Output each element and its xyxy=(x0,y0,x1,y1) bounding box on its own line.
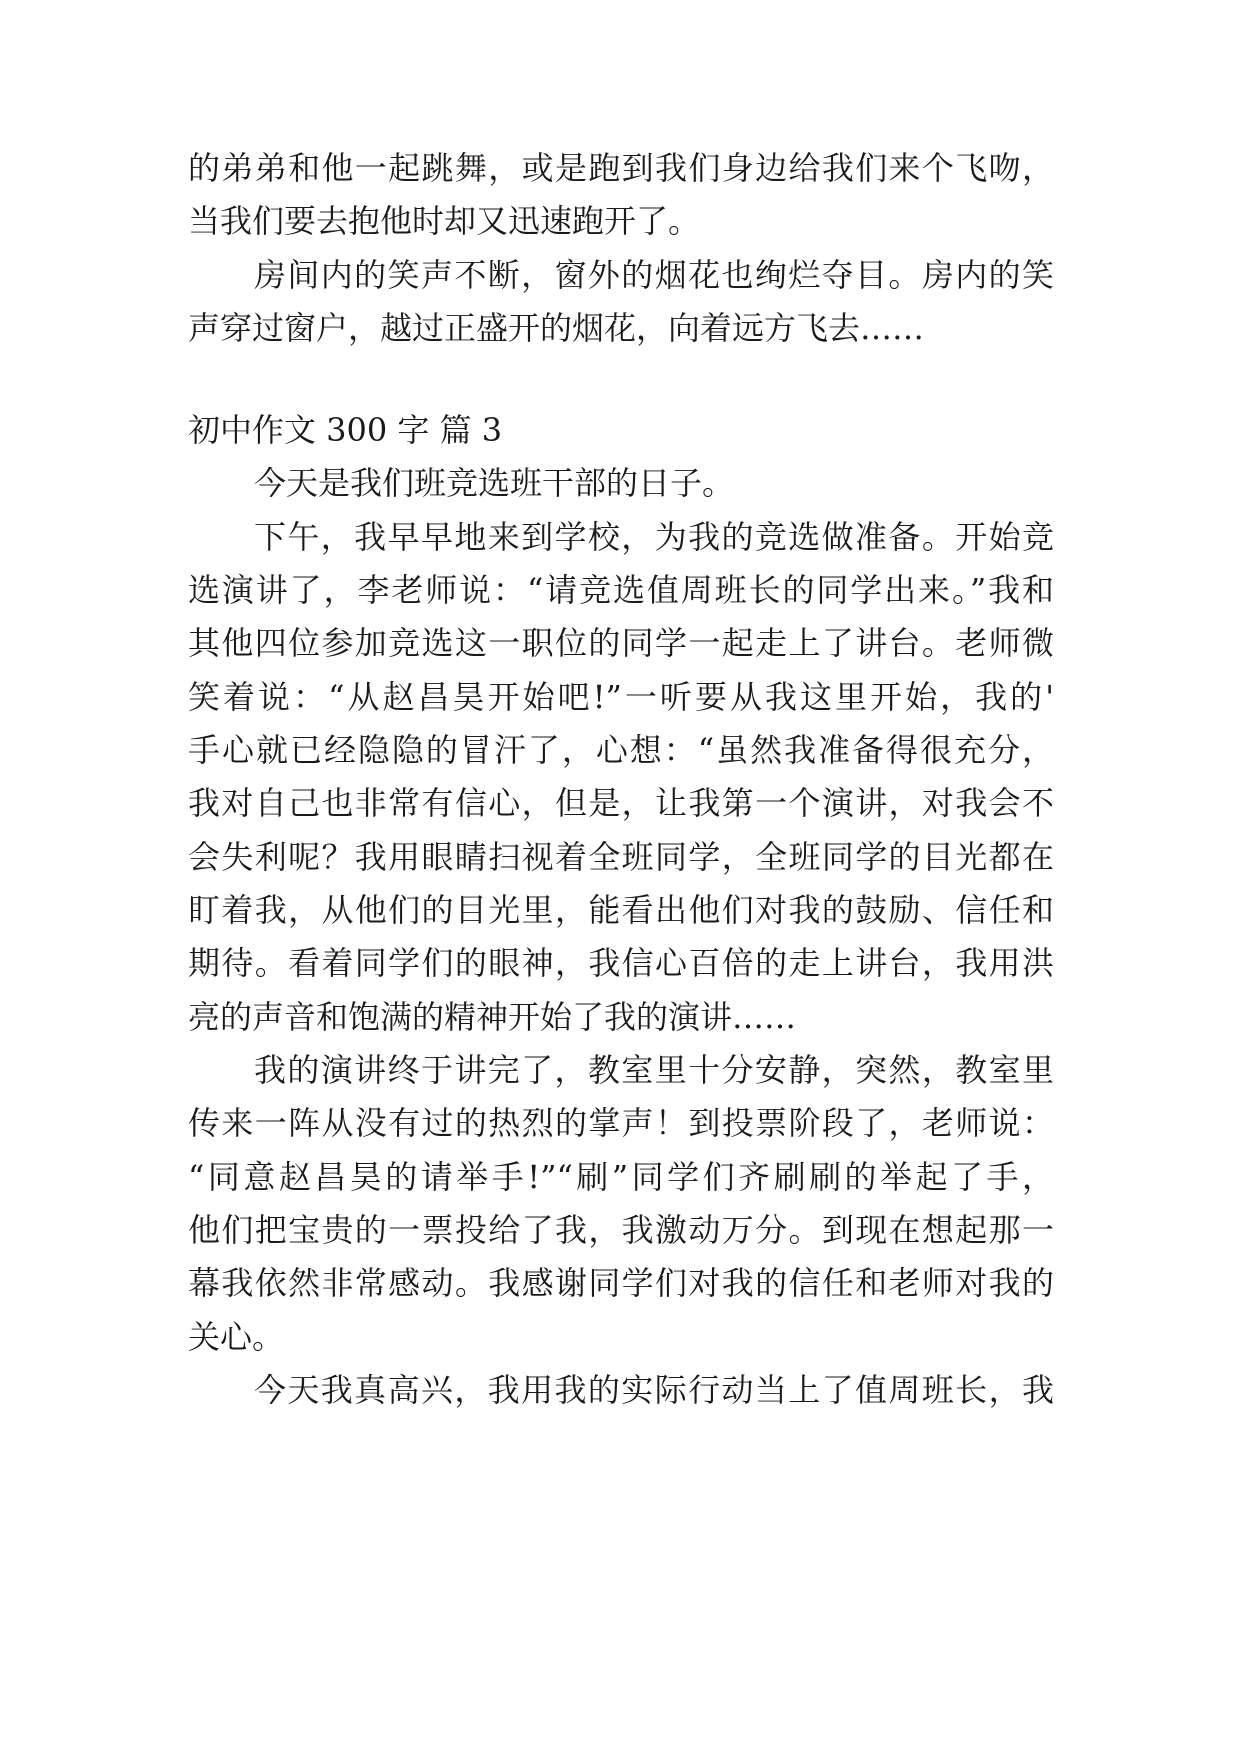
text-line: 亮的声音和饱满的精神开始了我的演讲…… xyxy=(188,998,797,1036)
text-line: 选演讲了，李老师说：“请竞选值周班长的同学出来。”我和 xyxy=(188,571,1054,609)
text-line: 声穿过窗户，越过正盛开的烟花，向着远方飞去…… xyxy=(188,309,925,347)
paragraph-start: 房间内的笑声不断，窗外的烟花也绚烂夺目。房内的笑 xyxy=(254,256,1054,294)
text-line: 幕我依然非常感动。我感谢同学们对我的信任和老师对我的 xyxy=(188,1264,1054,1302)
text-line: 会失利呢？我用眼睛扫视着全班同学，全班同学的目光都在 xyxy=(188,838,1054,876)
paragraph-start: 今天是我们班竞选班干部的日子。 xyxy=(254,464,735,502)
text-line: 手心就已经隐隐的冒汗了，心想：“虽然我准备得很充分， xyxy=(188,731,1054,769)
text-line: 盯着我，从他们的目光里，能看出他们对我的鼓励、信任和 xyxy=(188,891,1054,929)
text-line: 传来一阵从没有过的热烈的掌声！到投票阶段了，老师说： xyxy=(188,1104,1054,1142)
paragraph-start: 今天我真高兴，我用我的实际行动当上了值周班长，我 xyxy=(254,1371,1054,1409)
section-heading: 初中作文 300 字 篇 3 xyxy=(188,411,503,449)
text-line: 其他四位参加竞选这一职位的同学一起走上了讲台。老师微 xyxy=(188,624,1054,662)
paragraph-start: 下午，我早早地来到学校，为我的竞选做准备。开始竞 xyxy=(254,518,1054,556)
text-line: 笑着说：“从赵昌昊开始吧!”一听要从我这里开始，我的' xyxy=(188,678,1054,716)
paragraph-start: 我的演讲终于讲完了，教室里十分安静，突然，教室里 xyxy=(254,1051,1054,1089)
text-line: 当我们要去抱他时却又迅速跑开了。 xyxy=(188,202,701,240)
text-line: 的弟弟和他一起跳舞，或是跑到我们身边给我们来个飞吻， xyxy=(188,149,1054,187)
text-line: 期待。看着同学们的眼神，我信心百倍的走上讲台，我用洪 xyxy=(188,944,1054,982)
text-line: 我对自己也非常有信心，但是，让我第一个演讲，对我会不 xyxy=(188,784,1054,822)
text-line: “同意赵昌昊的请举手!”“刷”同学们齐刷刷的举起了手， xyxy=(188,1158,1054,1196)
text-line: 关心。 xyxy=(188,1318,285,1356)
text-line: 他们把宝贵的一票投给了我，我激动万分。到现在想起那一 xyxy=(188,1211,1054,1249)
